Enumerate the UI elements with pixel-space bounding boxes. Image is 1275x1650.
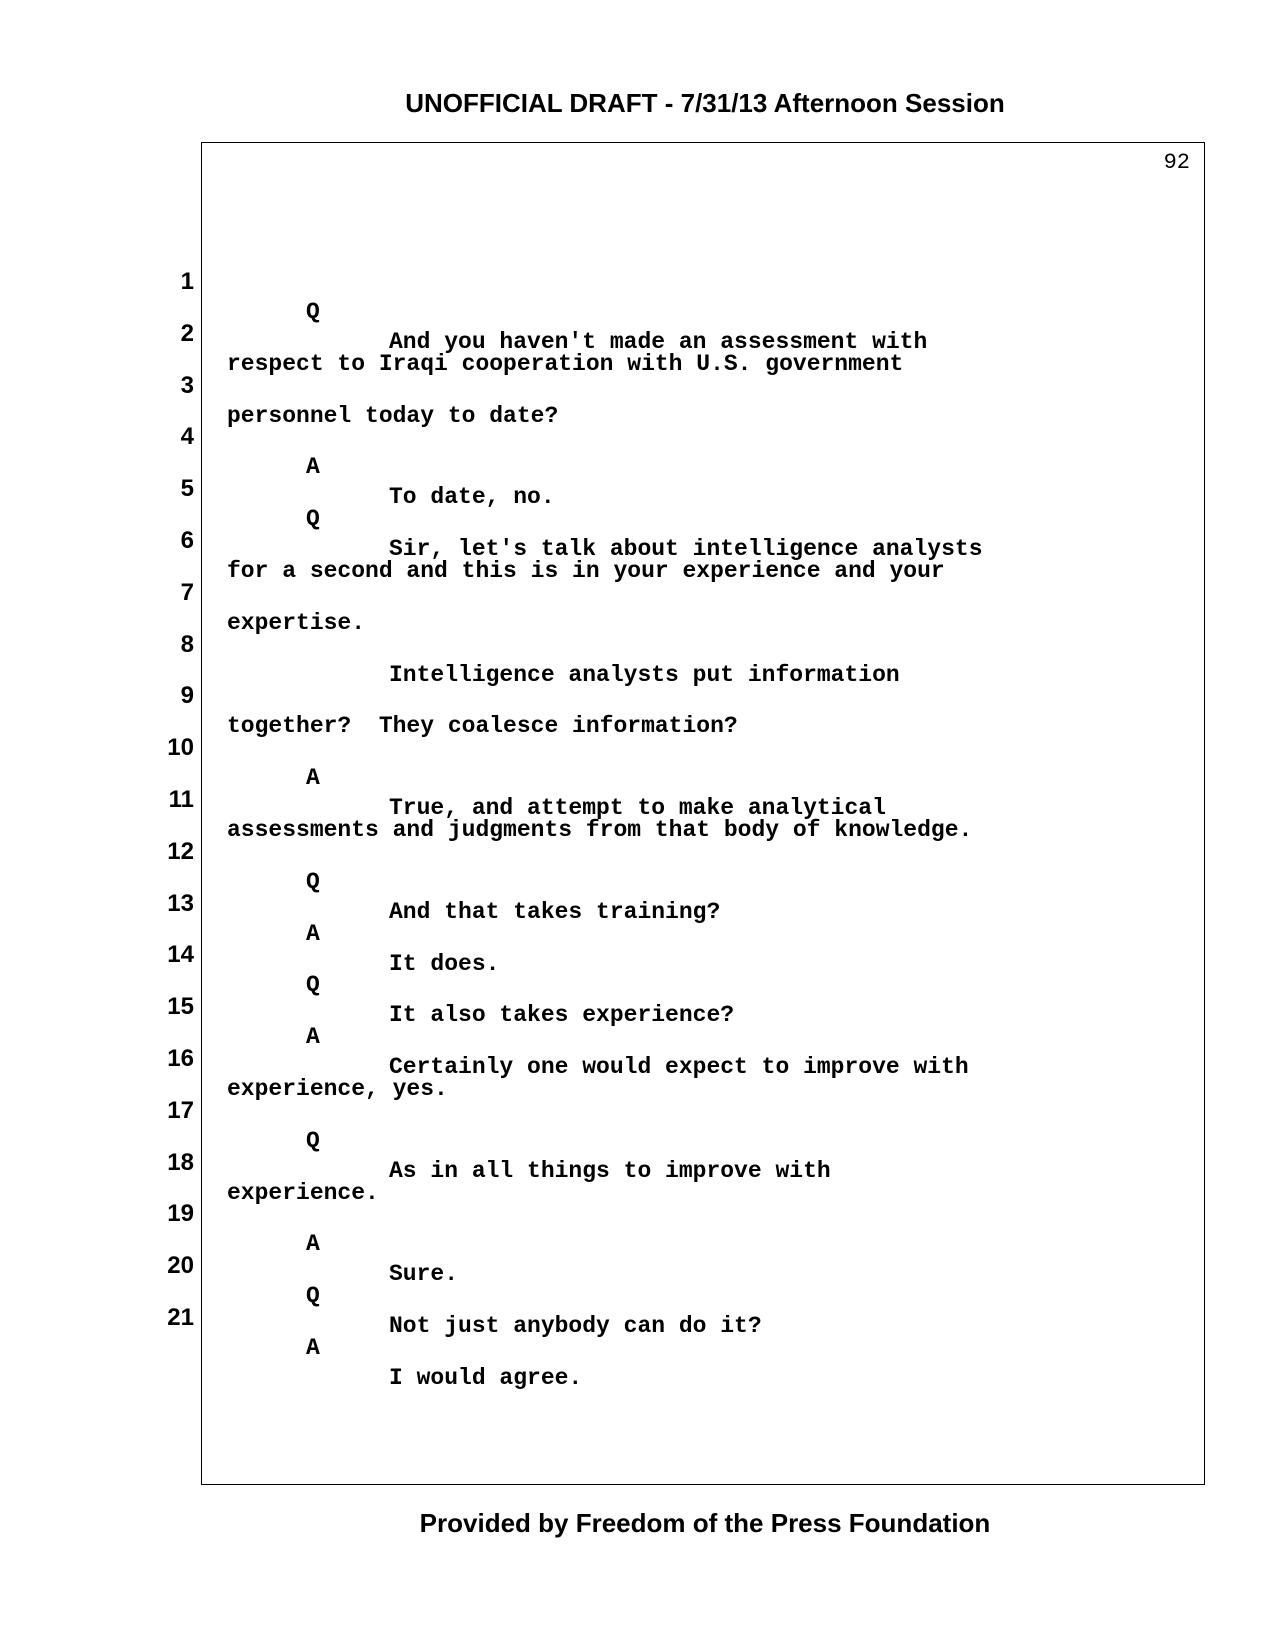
line-text: experience, yes. xyxy=(227,1075,448,1102)
line-text: I would agree. xyxy=(389,1364,583,1391)
line-number: 7 xyxy=(180,578,194,606)
speaker-label: Q xyxy=(306,1127,320,1154)
line-number: 18 xyxy=(167,1148,194,1176)
line-text: Sir, let's talk about intelligence analysts xyxy=(389,536,983,563)
speaker-label: A xyxy=(306,1231,320,1258)
speaker-label: A xyxy=(306,454,320,481)
line-number: 9 xyxy=(180,682,194,710)
line-number: 6 xyxy=(180,526,194,554)
speaker-label: Q xyxy=(306,1283,320,1310)
transcript-body xyxy=(0,237,1275,1391)
line-number: 2 xyxy=(180,319,194,347)
line-number: 1 xyxy=(180,268,194,295)
speaker-label: Q xyxy=(306,299,320,325)
line-text: Not just anybody can do it? xyxy=(389,1313,762,1340)
line-text: expertise. xyxy=(227,609,366,636)
line-number: 19 xyxy=(167,1200,194,1228)
line-number: 10 xyxy=(167,734,194,762)
transcript-line xyxy=(0,651,1275,740)
speaker-label: Q xyxy=(306,972,320,999)
line-number: 5 xyxy=(180,475,194,503)
line-number: 17 xyxy=(167,1096,194,1124)
line-text: True, and attempt to make analytical xyxy=(389,795,886,822)
line-number: 20 xyxy=(167,1252,194,1280)
line-text: As in all things to improve with xyxy=(389,1157,831,1184)
line-number: 3 xyxy=(180,371,194,399)
speaker-label: A xyxy=(306,1334,320,1361)
transcript-line xyxy=(0,548,1275,636)
line-text: To date, no. xyxy=(389,484,555,511)
line-number: 12 xyxy=(167,837,194,865)
line-number: 11 xyxy=(168,785,194,813)
line-number: 8 xyxy=(180,630,194,658)
line-text: for a second and this is in your experience and your xyxy=(227,557,945,584)
line-number: 14 xyxy=(167,941,194,969)
transcript-line xyxy=(0,237,1275,355)
line-text: Sure. xyxy=(389,1261,459,1288)
line-number: 16 xyxy=(167,1044,194,1072)
page-number: 92 xyxy=(1163,150,1190,175)
transcript-line xyxy=(0,600,1275,688)
line-text: together? They coalesce information? xyxy=(227,713,738,740)
line-number: 4 xyxy=(180,423,194,451)
line-number: 13 xyxy=(167,889,194,917)
speaker-label: A xyxy=(306,765,320,792)
transcript-line xyxy=(0,392,1275,511)
line-text: Certainly one would expect to improve with xyxy=(389,1054,969,1081)
line-text: personnel today to date? xyxy=(227,402,559,429)
speaker-label: A xyxy=(306,1024,320,1051)
line-text: assessments and judgments from that body of knowledge. xyxy=(227,816,973,843)
speaker-label: A xyxy=(306,920,320,947)
line-text: It also takes experience? xyxy=(389,1002,735,1029)
line-text: It does. xyxy=(389,950,500,977)
page-header-title: UNOFFICIAL DRAFT - 7/31/13 Afternoon Session xyxy=(405,88,1005,118)
line-text: respect to Iraqi cooperation with U.S. government xyxy=(227,350,904,377)
line-number: 21 xyxy=(167,1303,194,1331)
speaker-label: Q xyxy=(306,506,320,533)
line-text: Intelligence analysts put information xyxy=(389,661,900,688)
line-text: And that takes training? xyxy=(389,898,721,925)
speaker-label: Q xyxy=(306,868,320,895)
transcript-line xyxy=(0,341,1275,429)
line-text: And you haven't made an assessment with xyxy=(389,329,928,355)
line-text: experience. xyxy=(227,1179,379,1206)
line-number: 15 xyxy=(167,993,194,1021)
page-footer-credit: Provided by Freedom of the Press Foundation xyxy=(419,1508,991,1538)
